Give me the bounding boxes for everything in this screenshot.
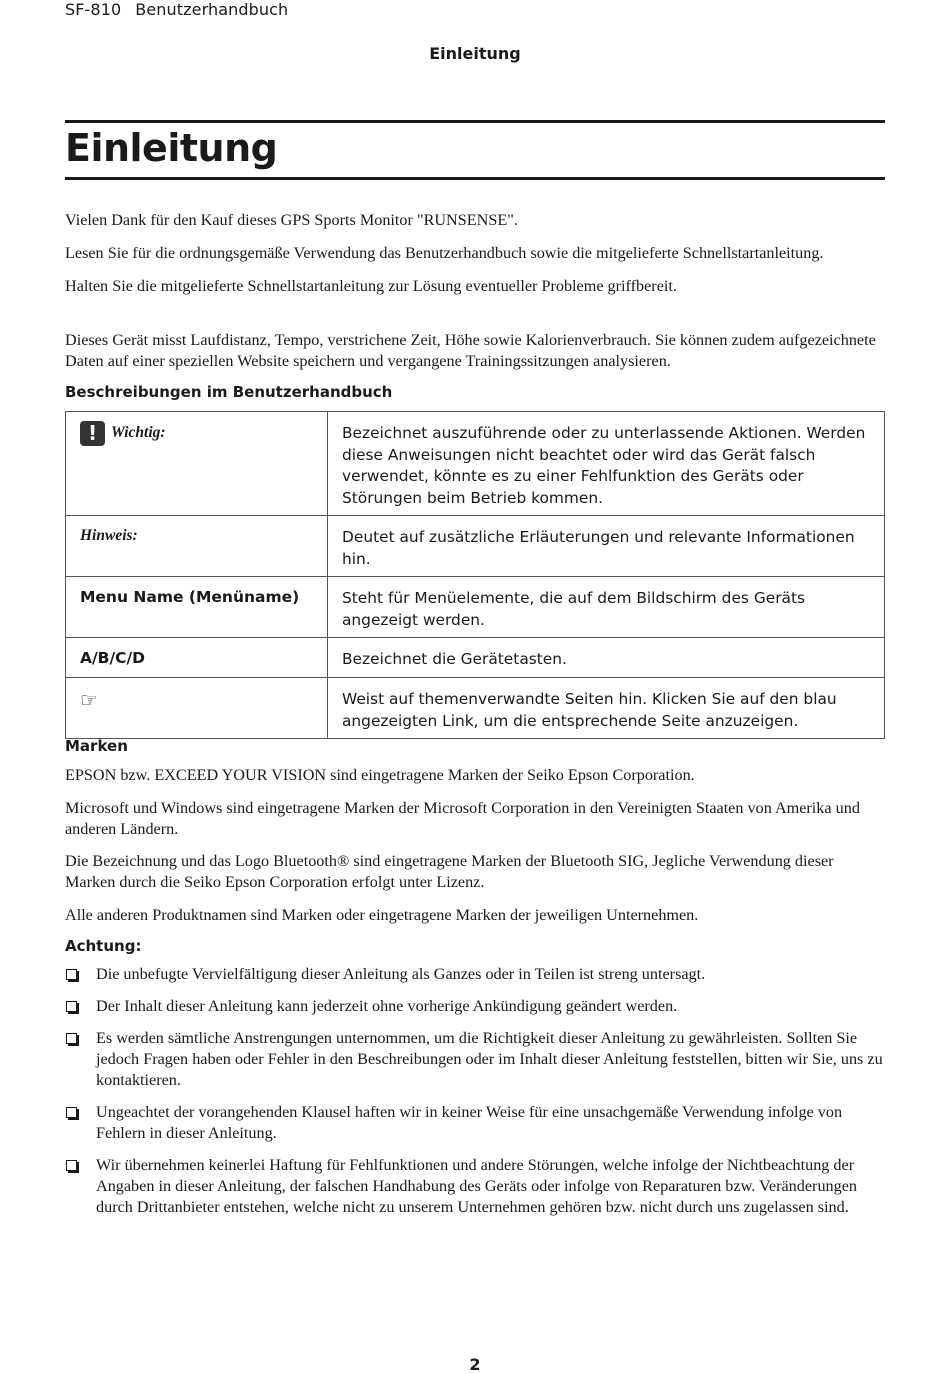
intro-paragraph: Vielen Dank für den Kauf dieses GPS Sports Monitor "RUNSENSE". bbox=[65, 211, 518, 229]
descriptions-table bbox=[65, 411, 885, 739]
attention-heading: Achtung: bbox=[65, 937, 142, 955]
term-note: Hinweis: bbox=[80, 527, 138, 544]
descriptions-heading: Beschreibungen im Benutzerhandbuch bbox=[65, 383, 393, 401]
description-text: Deutet auf zusätzliche Erläuterungen und relevante Informationen hin. bbox=[342, 528, 855, 568]
checkbox-bullet-icon bbox=[66, 1107, 77, 1118]
intro-paragraph: Lesen Sie für die ordnungsgemäße Verwendung das Benutzerhandbuch sowie die mitgelieferte Schnellstartanleitung. bbox=[65, 244, 824, 262]
pointing-hand-icon: ☞ bbox=[80, 688, 98, 712]
table-row bbox=[66, 638, 885, 678]
checkbox-bullet-icon bbox=[66, 1001, 77, 1012]
description-text: Bezeichnet auszuführende oder zu unterlassende Aktionen. Werden diese Anweisungen nicht beachtet oder wird das Gerät falsch verwendet, könnte es zu einer Fehlfunktion des Geräts oder Störungen beim Betrieb kommen. bbox=[342, 424, 866, 507]
list-item: Wir übernehmen keinerlei Haftung für Fehlfunktionen und andere Störungen, welche infolge der Nichtbeachtung der Angaben in dieser Anleitung, der falschen Handhabung des Geräts oder infolge von Reparaturen bzw. Veränderungen durch Drittanbieter entstehen, welche nicht zu unserem Unternehmen gehören bzw. nicht durch uns zugelassen sind. bbox=[65, 1155, 887, 1218]
description-text: Weist auf themenverwandte Seiten hin. Klicken Sie auf den blau angezeigten Link, um die entsprechende Seite anzuzeigen. bbox=[342, 690, 837, 730]
list-item: Es werden sämtliche Anstrengungen unternommen, um die Richtigkeit dieser Anleitung zu gewährleisten. Sollten Sie jedoch Fragen haben oder Fehler in den Beschreibungen oder im Inhalt dieser Anleitung feststellen, bitten wir Sie, uns zu kontaktieren. bbox=[65, 1028, 887, 1091]
term-menu-name: Menu Name (Menüname) bbox=[80, 588, 300, 606]
table-row bbox=[66, 516, 885, 577]
exclamation-icon: ! bbox=[80, 421, 105, 446]
description-text: Bezeichnet die Gerätetasten. bbox=[342, 650, 567, 668]
marks-paragraph: Alle anderen Produktnamen sind Marken oder eingetragene Marken der jeweiligen Unternehmen. bbox=[65, 906, 699, 924]
checkbox-bullet-icon bbox=[66, 1160, 77, 1171]
manual-name: Benutzerhandbuch bbox=[135, 0, 289, 19]
term-buttons: A/B/C/D bbox=[80, 649, 146, 667]
table-row bbox=[66, 577, 885, 638]
intro-paragraph: Halten Sie die mitgelieferte Schnellstartanleitung zur Lösung eventueller Probleme griffbereit. bbox=[65, 277, 677, 295]
marks-paragraph: Microsoft und Windows sind eingetragene Marken der Microsoft Corporation in den Vereinigten Staaten von Amerika und anderen Ländern. bbox=[65, 799, 860, 838]
title-rule-top bbox=[65, 120, 885, 123]
marks-paragraph: Die Bezeichnung und das Logo Bluetooth® sind eingetragene Marken der Bluetooth SIG, Jegliche Verwendung dieser Marken durch die Seiko Epson Corporation erfolgt unter Lizenz. bbox=[65, 852, 834, 891]
title-rule-bottom bbox=[65, 177, 885, 180]
attention-list bbox=[65, 964, 887, 1229]
intro-paragraph: Dieses Gerät misst Laufdistanz, Tempo, verstrichene Zeit, Höhe sowie Kalorienverbrauch. Sie können zudem aufgezeichnete Daten auf einer speziellen Website speichern und vergangene Trainingssitzungen analysieren. bbox=[65, 331, 876, 370]
table-row bbox=[66, 412, 885, 516]
table-row bbox=[66, 678, 885, 739]
list-item: Ungeachtet der vorangehenden Klausel haften wir in keiner Weise für eine unsachgemäße Verwendung infolge von Fehlern in dieser Anleitung. bbox=[65, 1102, 887, 1144]
term-important: Wichtig: bbox=[111, 424, 166, 442]
model-name: SF-810 bbox=[65, 0, 122, 19]
page-title: Einleitung bbox=[65, 126, 278, 170]
page-number: 2 bbox=[469, 1355, 481, 1374]
marks-heading: Marken bbox=[65, 737, 128, 755]
checkbox-bullet-icon bbox=[66, 969, 77, 980]
list-item: Der Inhalt dieser Anleitung kann jederzeit ohne vorherige Ankündigung geändert werden. bbox=[65, 996, 887, 1017]
list-item: Die unbefugte Vervielfältigung dieser Anleitung als Ganzes oder in Teilen ist streng untersagt. bbox=[65, 964, 887, 985]
section-header: Einleitung bbox=[429, 44, 521, 63]
description-text: Steht für Menüelemente, die auf dem Bildschirm des Geräts angezeigt werden. bbox=[342, 589, 806, 629]
marks-paragraph: EPSON bzw. EXCEED YOUR VISION sind eingetragene Marken der Seiko Epson Corporation. bbox=[65, 766, 695, 784]
checkbox-bullet-icon bbox=[66, 1033, 77, 1044]
running-header bbox=[65, 0, 288, 19]
